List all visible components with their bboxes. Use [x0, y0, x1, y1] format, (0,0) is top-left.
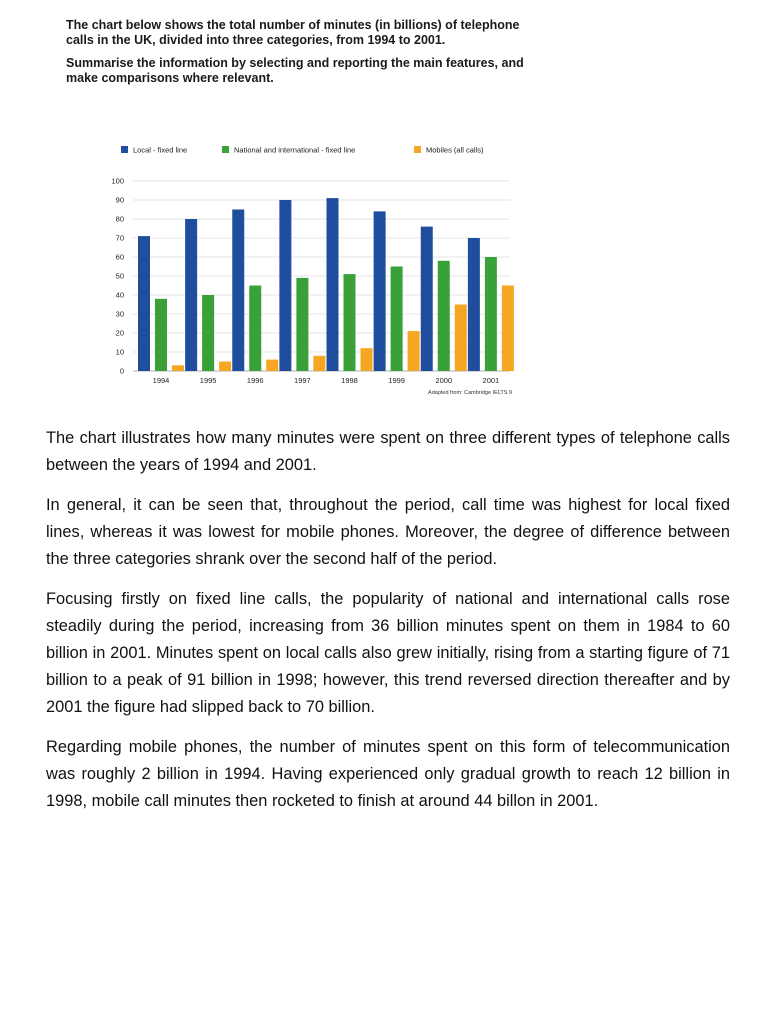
bar — [502, 286, 514, 372]
bar — [408, 331, 420, 371]
legend-swatch — [414, 146, 421, 153]
legend-label: National and international - fixed line — [234, 145, 356, 155]
bar — [313, 356, 325, 371]
legend-swatch — [121, 146, 128, 153]
bar — [138, 236, 150, 371]
y-tick-label: 0 — [119, 366, 124, 376]
essay-paragraph: In general, it can be seen that, throughout the period, call time was highest for local fixed lines, whereas it was lowest for mobile phones. Moreover, the degree of difference between the three categories shrank over the second half of the period. — [46, 496, 730, 568]
x-tick-label: 1996 — [246, 376, 264, 385]
y-tick-label: 80 — [115, 214, 124, 224]
bar — [219, 362, 231, 372]
chart-source-note: Adapted from: Cambridge IELTS 9 — [428, 390, 512, 396]
y-tick-label: 100 — [111, 176, 124, 186]
x-tick-label: 1997 — [294, 376, 311, 385]
bar — [172, 365, 184, 371]
essay-paragraph: The chart illustrates how many minutes were spent on three different types of telephone calls between the years of 1994 and 2001. — [46, 429, 730, 474]
chart-legend — [121, 146, 484, 155]
y-tick-label: 40 — [115, 290, 124, 300]
bar — [185, 219, 197, 371]
bar — [468, 238, 480, 371]
bar — [249, 286, 261, 372]
x-tick-label: 1995 — [199, 376, 217, 385]
x-axis — [153, 376, 500, 385]
y-axis — [111, 177, 124, 376]
chart-bars — [138, 198, 514, 371]
bar — [421, 227, 433, 371]
y-tick-label: 90 — [115, 195, 124, 205]
x-tick-label: 1998 — [341, 376, 358, 385]
bar — [361, 348, 373, 371]
task-prompt — [66, 18, 546, 94]
x-tick-label: 1999 — [388, 376, 405, 385]
y-tick-label: 10 — [115, 347, 124, 357]
bar — [296, 278, 308, 371]
x-tick-label: 1994 — [152, 376, 170, 385]
y-tick-label: 70 — [115, 233, 124, 243]
bar — [455, 305, 467, 372]
bar — [344, 274, 356, 371]
bar — [327, 198, 339, 371]
legend-label: Local - fixed line — [133, 145, 188, 155]
y-tick-label: 50 — [115, 271, 124, 281]
y-tick-label: 20 — [115, 328, 124, 338]
bar — [485, 257, 497, 371]
x-tick-label: 2000 — [435, 376, 453, 385]
essay-paragraph: Regarding mobile phones, the number of minutes spent on this form of telecommunication was roughly 2 billion in 1994. Having experienced only gradual growth to reach 12 billion in 1998, mobile call minutes then rocketed to finish at around 44 billon in 2001. — [46, 738, 730, 810]
bar — [391, 267, 403, 372]
essay-paragraph: Focusing firstly on fixed line calls, the popularity of national and international calls rose steadily during the period, increasing from 36 billion minutes spent on them in 1984 to 60 billion in 2001. Minutes spent on local calls also grew initially, rising from a starting figure of 71 billion to a peak of 91 billion in 1998; however, this trend reversed direction thereafter and by 2001 the figure had slipped back to 70 billion. — [46, 590, 730, 716]
bar — [266, 360, 278, 371]
bar — [155, 299, 167, 371]
x-tick-label: 2001 — [482, 376, 500, 385]
y-tick-label: 30 — [115, 309, 124, 319]
legend-label: Mobiles (all calls) — [426, 145, 484, 155]
bar — [202, 295, 214, 371]
bar — [438, 261, 450, 371]
task-description: The chart below shows the total number of minutes (in billions) of telephone calls in the UK, divided into three categories, from 1994 to 2001. — [66, 18, 520, 47]
task-instruction: Summarise the information by selecting and reporting the main features, and make comparisons where relevant. — [66, 56, 524, 85]
legend-swatch — [222, 146, 229, 153]
bar-chart — [0, 130, 768, 405]
y-tick-label: 60 — [115, 252, 124, 262]
essay — [46, 425, 730, 828]
bar — [374, 211, 386, 371]
bar — [232, 210, 244, 372]
bar — [279, 200, 291, 371]
